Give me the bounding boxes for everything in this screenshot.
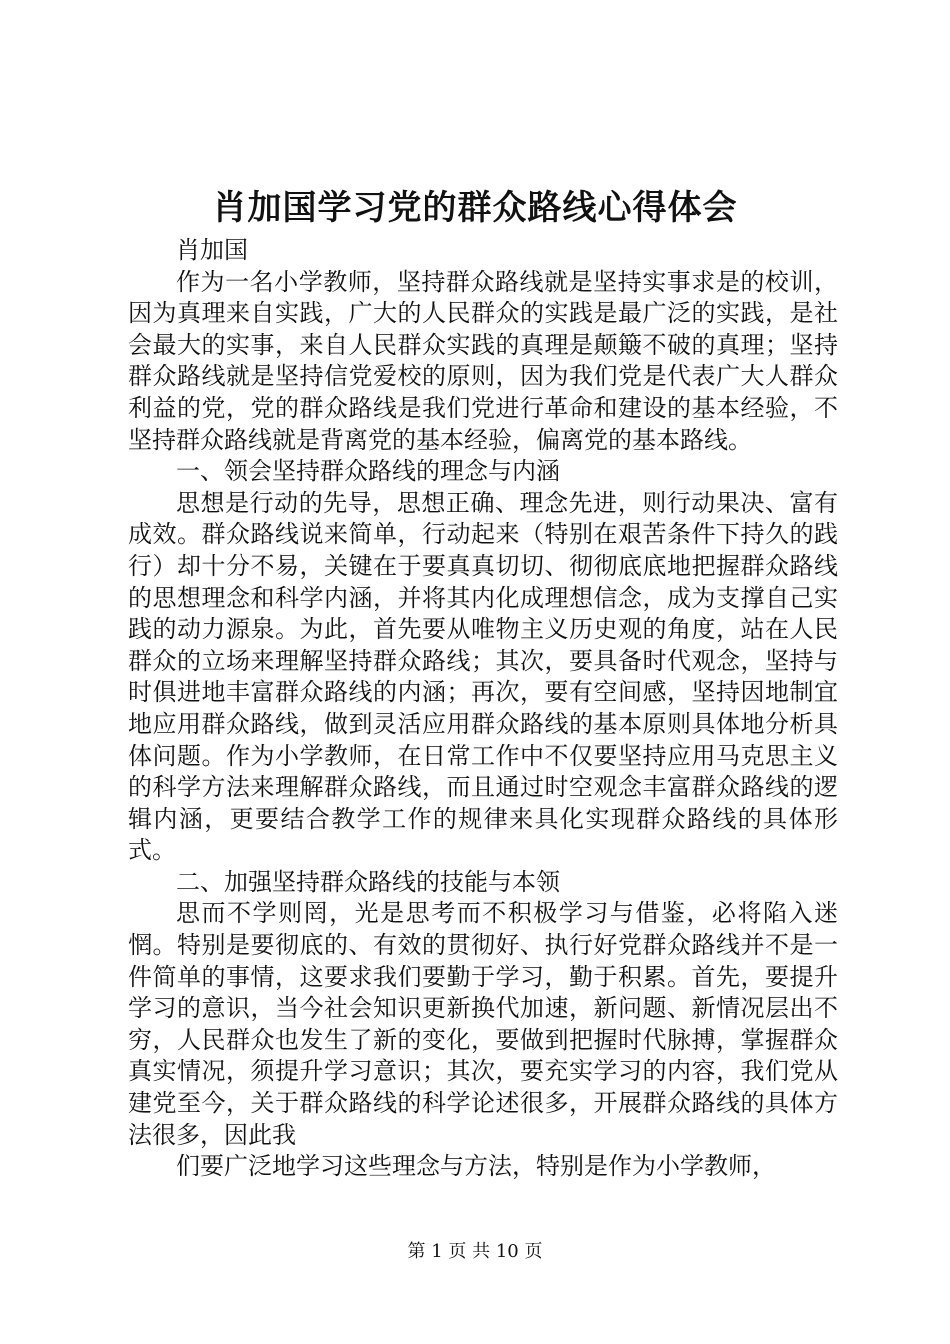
document-body: [128, 235, 838, 1183]
paragraph-section-2: 思而不学则罔，光是思考而不积极学习与借鉴，必将陷入迷惘。特别是要彻底的、有效的贯彻好、执行好党群众路线并不是一件简单的事情，这要求我们要勤于学习，勤于积累。首先，要提升学习的意识，当今社会知识更新换代加速，新问题、新情况层出不穷，人民群众也发生了新的变化，要做到把握时代脉搏，掌握群众真实情况，须提升学习意识；其次，要充实学习的内容，我们党从建党至今，关于群众路线的科学论述很多，开展群众路线的具体方法很多，因此我: [128, 899, 838, 1149]
document-title: 肖加国学习党的群众路线心得体会: [212, 188, 738, 228]
section-heading-1: 一、领会坚持群众路线的理念与内涵: [176, 457, 560, 486]
page-number-footer: 第 1 页 共 10 页: [407, 1241, 543, 1262]
author-line: 肖加国: [176, 236, 248, 264]
paragraph-continuation: 们要广泛地学习这些理念与方法，特别是作为小学教师，: [176, 1152, 776, 1181]
paragraph-section-1: 思想是行动的先导，思想正确、理念先进，则行动果决、富有成效。群众路线说来简单，行动起来（特别在艰苦条件下持久的践行）却十分不易，关键在于要真真切切、彻彻底底地把握群众路线的思想理念和科学内涵，并将其内化成理想信念，成为支撑自己实践的动力源泉。为此，首先要从唯物主义历史观的角度，站在人民群众的立场来理解坚持群众路线；其次，要具备时代观念，坚持与时俱进地丰富群众路线的内涵；再次，要有空间感，坚持因地制宜地应用群众路线，做到灵活应用群众路线的基本原则具体地分析具体问题。作为小学教师，在日常工作中不仅要坚持应用马克思主义的科学方法来理解群众路线，而且通过时空观念丰富群众路线的逻辑内涵，更要结合教学工作的规律来具化实现群众路线的具体形式。: [128, 488, 838, 865]
paragraph-intro: 作为一名小学教师，坚持群众路线就是坚持实事求是的校训，因为真理来自实践，广大的人民群众的实践是最广泛的实践，是社会最大的实事，来自人民群众实践的真理是颠簸不破的真理；坚持群众路线就是坚持信党爱校的原则，因为我们党是代表广大人群众利益的党，党的群众路线是我们党进行革命和建设的基本经验，不坚持群众路线就是背离党的基本经验，偏离党的基本路线。: [128, 267, 838, 454]
section-heading-2: 二、加强坚持群众路线的技能与本领: [176, 867, 560, 896]
